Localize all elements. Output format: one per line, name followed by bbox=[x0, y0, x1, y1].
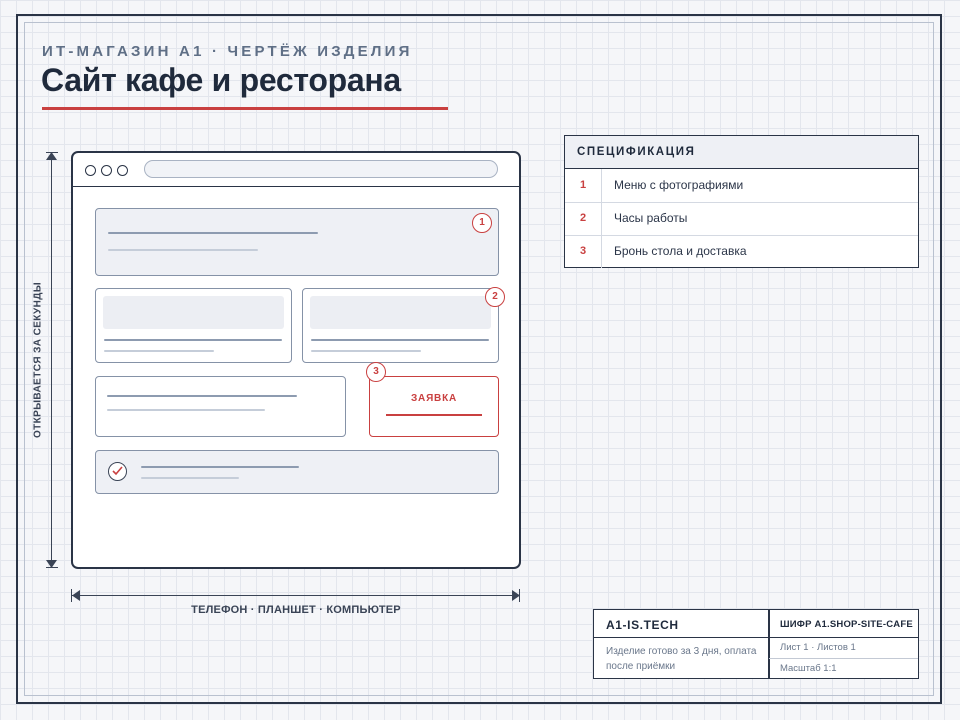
placeholder-line bbox=[108, 232, 318, 234]
title-block-divider bbox=[769, 637, 918, 638]
browser-mockup bbox=[71, 151, 521, 569]
check-circle-icon bbox=[108, 462, 127, 481]
placeholder-line bbox=[104, 339, 282, 341]
menu-card bbox=[302, 288, 499, 363]
arrow-up-icon bbox=[46, 152, 57, 160]
window-dot-icon bbox=[85, 165, 96, 176]
menu-card bbox=[95, 288, 292, 363]
image-placeholder bbox=[103, 296, 284, 329]
marker-2: 2 bbox=[485, 287, 505, 307]
specification-text: Меню с фотографиями bbox=[614, 178, 744, 192]
specification-row bbox=[565, 169, 918, 203]
hero-block bbox=[95, 208, 499, 276]
confirmation-block bbox=[95, 450, 499, 494]
placeholder-line bbox=[107, 395, 297, 397]
placeholder-line bbox=[104, 350, 214, 352]
arrow-down-icon bbox=[46, 560, 57, 568]
specification-number: 1 bbox=[565, 169, 602, 202]
specification-row bbox=[565, 235, 918, 268]
page-title: Сайт кафе и ресторана bbox=[41, 62, 401, 98]
specification-header bbox=[565, 136, 918, 169]
specification-text: Бронь стола и доставка bbox=[614, 244, 747, 258]
placeholder-line bbox=[107, 409, 265, 411]
specification-text: Часы работы bbox=[614, 211, 688, 225]
drawing-code: ШИФР A1.SHOP-SITE-CAFE bbox=[780, 619, 913, 630]
marker-3: 3 bbox=[366, 362, 386, 382]
title-underline bbox=[42, 107, 448, 110]
specification-table bbox=[564, 135, 919, 268]
placeholder-line bbox=[141, 477, 239, 479]
brand-name: A1-IS.TECH bbox=[606, 618, 679, 632]
cta-underline bbox=[386, 414, 482, 416]
drawing-title-block bbox=[593, 609, 919, 679]
arrow-left-icon bbox=[72, 590, 80, 601]
arrow-right-icon bbox=[512, 590, 520, 601]
specification-heading: СПЕЦИФИКАЦИЯ bbox=[577, 146, 696, 158]
title-block-divider bbox=[594, 637, 768, 638]
request-button-label: ЗАЯВКА bbox=[410, 393, 458, 404]
scale-info: Масштаб 1:1 bbox=[780, 663, 837, 674]
vertical-dimension-line bbox=[51, 153, 52, 568]
title-block-divider bbox=[768, 610, 770, 678]
specification-number: 3 bbox=[565, 235, 602, 268]
placeholder-line bbox=[108, 249, 258, 251]
specification-number: 2 bbox=[565, 202, 602, 235]
delivery-note: Изделие готово за 3 дня, оплата после приёмки bbox=[606, 646, 757, 672]
header-kicker: ИТ-МАГАЗИН А1 · ЧЕРТЁЖ ИЗДЕЛИЯ bbox=[42, 43, 413, 60]
placeholder-line bbox=[311, 339, 489, 341]
window-dot-icon bbox=[117, 165, 128, 176]
info-block bbox=[95, 376, 346, 437]
horizontal-dimension-line bbox=[72, 595, 520, 596]
window-dot-icon bbox=[101, 165, 112, 176]
browser-toolbar bbox=[73, 153, 519, 187]
title-block-divider bbox=[769, 658, 918, 659]
sheet-info: Лист 1 · Листов 1 bbox=[780, 642, 856, 653]
placeholder-line bbox=[311, 350, 421, 352]
horizontal-dimension-label: ТЕЛЕФОН · ПЛАНШЕТ · КОМПЬЮТЕР bbox=[191, 604, 401, 616]
vertical-dimension-label: ОТКРЫВАЕТСЯ ЗА СЕКУНДЫ bbox=[32, 281, 44, 439]
image-placeholder bbox=[310, 296, 491, 329]
placeholder-line bbox=[141, 466, 299, 468]
specification-row bbox=[565, 202, 918, 236]
marker-1: 1 bbox=[472, 213, 492, 233]
address-bar bbox=[144, 160, 498, 178]
request-button[interactable] bbox=[369, 376, 499, 437]
